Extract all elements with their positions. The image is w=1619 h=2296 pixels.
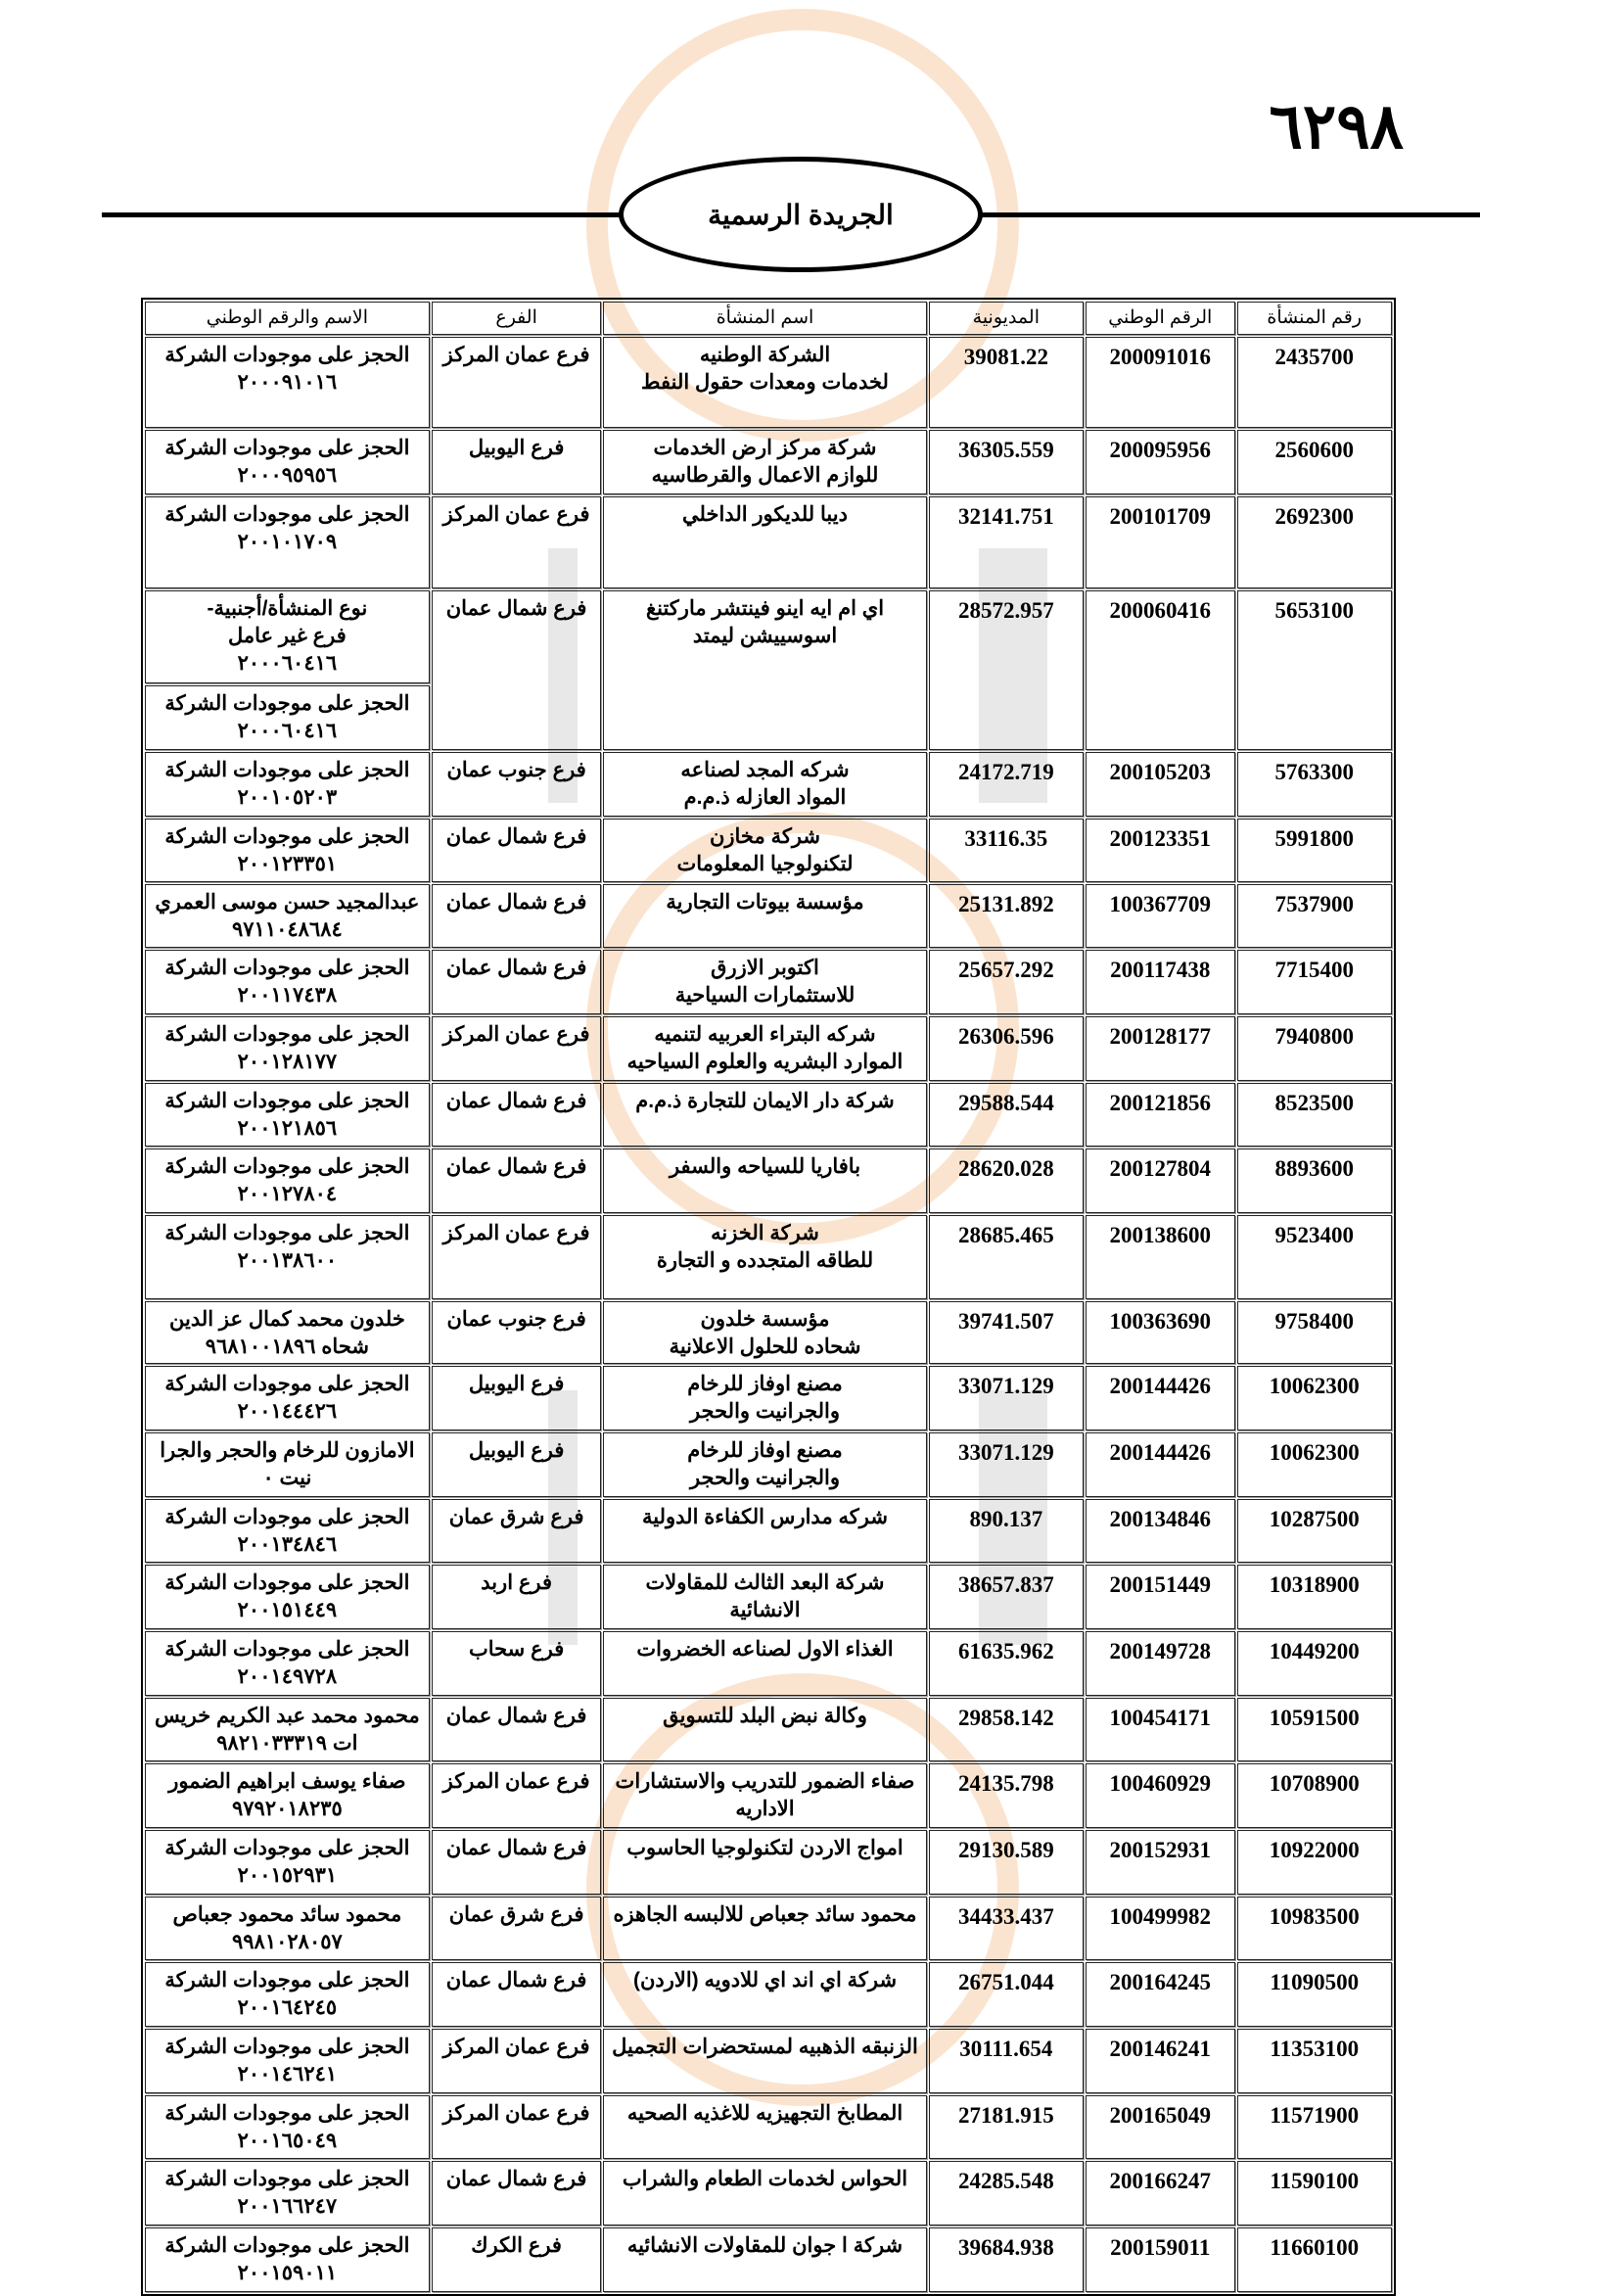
debt-cell: 28685.465 <box>929 1215 1085 1299</box>
national-number-cell: 200123351 <box>1086 819 1234 882</box>
establishment-name-cell: شركة البعد الثالث للمقاولات الانشائية <box>603 1565 926 1629</box>
national-number-cell: 100454171 <box>1086 1698 1234 1761</box>
debt-cell: 34433.437 <box>929 1897 1085 1960</box>
holder-name-number-cell: نوع المنشأة/أجنبية- فرع غير عامل ٢٠٠٠٦٠٤١٦ <box>145 590 430 683</box>
holder-name-number-cell: الحجز على موجودات الشركة ٢٠٠١٢٣٣٥١ <box>145 819 430 882</box>
branch-cell: فرع عمان المركز <box>432 1763 602 1828</box>
table-row <box>145 1830 1392 1895</box>
header-establishment-name: اسم المنشأة <box>603 302 926 335</box>
header-holder-name-number: الاسم والرقم الوطني <box>145 302 430 335</box>
branch-cell: فرع شمال عمان <box>432 590 602 750</box>
holder-name-number-cell: الحجز على موجودات الشركة ٢٠٠١٥٢٩٣١ <box>145 1830 430 1895</box>
establishment-name-cell: صفاء الضمور للتدريب والاستشارات الاداريه <box>603 1763 926 1828</box>
establishment-number-cell: 7940800 <box>1237 1016 1393 1081</box>
establishment-name-cell: شركه المجد لصناعه المواد العازله ذ.م.م <box>603 752 926 817</box>
header-establishment-number: رقم المنشأة <box>1237 302 1393 335</box>
holder-name-number-cell: الحجز على موجودات الشركة ٢٠٠١١٧٤٣٨ <box>145 950 430 1014</box>
debt-cell: 33116.35 <box>929 819 1085 882</box>
branch-cell: فرع عمان المركز <box>432 1016 602 1081</box>
table-header-row <box>145 302 1392 335</box>
establishment-number-cell: 11590100 <box>1237 2161 1393 2226</box>
debt-cell: 61635.962 <box>929 1631 1085 1696</box>
branch-cell: فرع شرق عمان <box>432 1897 602 1960</box>
establishment-number-cell: 11660100 <box>1237 2227 1393 2292</box>
national-number-cell: 200060416 <box>1086 590 1234 750</box>
debt-cell: 30111.654 <box>929 2029 1085 2093</box>
debt-cell: 33071.129 <box>929 1366 1085 1430</box>
table-row <box>145 2095 1392 2159</box>
holder-name-number-cell: الحجز على موجودات الشركة ٢٠٠٠٩٥٩٥٦ <box>145 430 430 494</box>
establishment-number-cell: 11090500 <box>1237 1962 1393 2027</box>
establishment-number-cell: 10287500 <box>1237 1499 1393 1563</box>
branch-cell: فرع اليوبيل <box>432 1432 602 1497</box>
national-number-cell: 200144426 <box>1086 1366 1234 1430</box>
establishment-name-cell: اي ام ايه اينو فينتشر ماركتنغ اسوسييشن ليمتد <box>603 590 926 750</box>
branch-cell: فرع سحاب <box>432 1631 602 1696</box>
national-number-cell: 100367709 <box>1086 884 1234 948</box>
holder-name-number-cell: خلدون محمد كمال عز الدين شحاه ٩٦٨١٠٠١٨٩٦ <box>145 1301 430 1364</box>
holder-name-number-cell: الامازون للرخام والحجر والجرا نيت ٠ <box>145 1432 430 1497</box>
branch-cell: فرع الكرك <box>432 2227 602 2292</box>
debt-cell: 33071.129 <box>929 1432 1085 1497</box>
branch-cell: فرع شمال عمان <box>432 1148 602 1213</box>
table-row <box>145 2029 1392 2093</box>
branch-cell: فرع شرق عمان <box>432 1499 602 1563</box>
national-number-cell: 200138600 <box>1086 1215 1234 1299</box>
debtors-table-container <box>141 298 1396 2296</box>
establishment-name-cell: شركة الخزنه للطاقه المتجدده و التجارة <box>603 1215 926 1299</box>
branch-cell: فرع جنوب عمان <box>432 752 602 817</box>
national-number-cell: 200144426 <box>1086 1432 1234 1497</box>
branch-cell: فرع اربد <box>432 1565 602 1629</box>
table-row <box>145 590 1392 683</box>
establishment-name-cell: المطابخ التجهيزيه للاغذيه الصحيه <box>603 2095 926 2159</box>
debt-cell: 39741.507 <box>929 1301 1085 1364</box>
holder-name-number-cell: الحجز على موجودات الشركة ٢٠٠١٢٨١٧٧ <box>145 1016 430 1081</box>
establishment-name-cell: شركة دار الايمان للتجارة ذ.م.م <box>603 1083 926 1147</box>
gazette-title: الجريدة الرسمية <box>708 199 894 230</box>
establishment-name-cell: بافاريا للسياحه والسفر <box>603 1148 926 1213</box>
branch-cell: فرع عمان المركز <box>432 1215 602 1299</box>
table-row <box>145 1215 1392 1299</box>
table-row <box>145 1083 1392 1147</box>
establishment-name-cell: شركه مدارس الكفاءة الدولية <box>603 1499 926 1563</box>
establishment-number-cell: 7715400 <box>1237 950 1393 1014</box>
establishment-number-cell: 2435700 <box>1237 337 1393 428</box>
holder-name-number-cell: الحجز على موجودات الشركة ٢٠٠١٢١٨٥٦ <box>145 1083 430 1147</box>
table-body <box>145 337 1392 2292</box>
establishment-number-cell: 10708900 <box>1237 1763 1393 1828</box>
branch-cell: فرع اليوبيل <box>432 430 602 494</box>
debt-cell: 32141.751 <box>929 496 1085 588</box>
national-number-cell: 200095956 <box>1086 430 1234 494</box>
national-number-cell: 200105203 <box>1086 752 1234 817</box>
establishment-number-cell: 9758400 <box>1237 1301 1393 1364</box>
establishment-name-cell: مصنع اوفاز للرخام والجرانيت والحجر <box>603 1366 926 1430</box>
national-number-cell: 200101709 <box>1086 496 1234 588</box>
debt-cell: 28572.957 <box>929 590 1085 750</box>
national-number-cell: 100363690 <box>1086 1301 1234 1364</box>
table-row <box>145 1565 1392 1629</box>
national-number-cell: 200121856 <box>1086 1083 1234 1147</box>
establishment-name-cell: مؤسسة بيوتات التجارية <box>603 884 926 948</box>
holder-name-number-cell: الحجز على موجودات الشركة ٢٠٠١٢٧٨٠٤ <box>145 1148 430 1213</box>
table-row <box>145 1148 1392 1213</box>
holder-name-number-cell: الحجز على موجودات الشركة ٢٠٠١٠١٧٠٩ <box>145 496 430 588</box>
holder-name-number-cell: عبدالمجيد حسن موسى العمري ٩٧١١٠٤٨٦٨٤ <box>145 884 430 948</box>
establishment-number-cell: 11571900 <box>1237 2095 1393 2159</box>
establishment-number-cell: 2560600 <box>1237 430 1393 494</box>
establishment-name-cell: شركة مركز ارض الخدمات للوازم الاعمال والقرطاسيه <box>603 430 926 494</box>
debt-cell: 29130.589 <box>929 1830 1085 1895</box>
national-number-cell: 200159011 <box>1086 2227 1234 2292</box>
establishment-name-cell: الغذاء الاول لصناعه الخضروات <box>603 1631 926 1696</box>
holder-name-number-cell: محمود سائد محمود جعباص ٩٩٨١٠٢٨٠٥٧ <box>145 1897 430 1960</box>
establishment-number-cell: 9523400 <box>1237 1215 1393 1299</box>
national-number-cell: 100460929 <box>1086 1763 1234 1828</box>
national-number-cell: 100499982 <box>1086 1897 1234 1960</box>
establishment-name-cell: شركة مخازن لتكنولوجيا المعلومات <box>603 819 926 882</box>
holder-name-number-cell: صفاء يوسف ابراهيم الضمور ٩٧٩٢٠١٨٢٣٥ <box>145 1763 430 1828</box>
table-row <box>145 496 1392 588</box>
branch-cell: فرع عمان المركز <box>432 337 602 428</box>
debt-cell: 38657.837 <box>929 1565 1085 1629</box>
establishment-name-cell: امواج الاردن لتكنولوجيا الحاسوب <box>603 1830 926 1895</box>
holder-name-number-cell: الحجز على موجودات الشركة ٢٠٠١٣٤٨٤٦ <box>145 1499 430 1563</box>
national-number-cell: 200164245 <box>1086 1962 1234 2027</box>
holder-name-number-cell: الحجز على موجودات الشركة ٢٠٠١٥١٤٤٩ <box>145 1565 430 1629</box>
branch-cell: فرع عمان المركز <box>432 2029 602 2093</box>
branch-cell: فرع شمال عمان <box>432 819 602 882</box>
establishment-number-cell: 10318900 <box>1237 1565 1393 1629</box>
debt-cell: 39684.938 <box>929 2227 1085 2292</box>
branch-cell: فرع شمال عمان <box>432 950 602 1014</box>
national-number-cell: 200152931 <box>1086 1830 1234 1895</box>
debt-cell: 25131.892 <box>929 884 1085 948</box>
branch-cell: فرع عمان المركز <box>432 2095 602 2159</box>
debt-cell: 27181.915 <box>929 2095 1085 2159</box>
holder-name-number-cell: الحجز على موجودات الشركة ٢٠٠٠٦٠٤١٦ <box>145 685 430 750</box>
table-row <box>145 1499 1392 1563</box>
establishment-number-cell: 10449200 <box>1237 1631 1393 1696</box>
branch-cell: فرع جنوب عمان <box>432 1301 602 1364</box>
establishment-name-cell: الشركة الوطنيه لخدمات ومعدات حقول النفط <box>603 337 926 428</box>
page-number: ٦٢٩٨ <box>1269 90 1404 164</box>
table-row <box>145 2161 1392 2226</box>
establishment-number-cell: 2692300 <box>1237 496 1393 588</box>
establishment-name-cell: وكالة نبض البلد للتسويق <box>603 1698 926 1761</box>
national-number-cell: 200151449 <box>1086 1565 1234 1629</box>
establishment-name-cell: مؤسسة خلدون شحاده للحلول الاعلانية <box>603 1301 926 1364</box>
holder-name-number-cell: الحجز على موجودات الشركة ٢٠٠١٦٤٢٤٥ <box>145 1962 430 2027</box>
header-branch: الفرع <box>432 302 602 335</box>
national-number-cell: 200134846 <box>1086 1499 1234 1563</box>
table-row <box>145 950 1392 1014</box>
table-row <box>145 430 1392 494</box>
establishment-number-cell: 10922000 <box>1237 1830 1393 1895</box>
establishment-number-cell: 10591500 <box>1237 1698 1393 1761</box>
table-row <box>145 819 1392 882</box>
table-row <box>145 2227 1392 2292</box>
establishment-number-cell: 5763300 <box>1237 752 1393 817</box>
holder-name-number-cell: الحجز على موجودات الشركة ٢٠٠١٦٦٢٤٧ <box>145 2161 430 2226</box>
branch-cell: فرع شمال عمان <box>432 1830 602 1895</box>
table-row <box>145 1631 1392 1696</box>
table-row <box>145 752 1392 817</box>
national-number-cell: 200128177 <box>1086 1016 1234 1081</box>
establishment-name-cell: اكتوبر الازرق للاستثمارات السياحية <box>603 950 926 1014</box>
establishment-name-cell: شركة اي اند اي للادويه (الاردن) <box>603 1962 926 2027</box>
holder-name-number-cell: الحجز على موجودات الشركة ٢٠٠١٣٨٦٠٠ <box>145 1215 430 1299</box>
gazette-title-oval <box>619 157 983 272</box>
table-row <box>145 1432 1392 1497</box>
debt-cell: 29858.142 <box>929 1698 1085 1761</box>
holder-name-number-cell: الحجز على موجودات الشركة ٢٠٠١٤٦٢٤١ <box>145 2029 430 2093</box>
table-row <box>145 1962 1392 2027</box>
debt-cell: 26306.596 <box>929 1016 1085 1081</box>
branch-cell: فرع شمال عمان <box>432 2161 602 2226</box>
holder-name-number-cell: الحجز على موجودات الشركة ٢٠٠١٠٥٢٠٣ <box>145 752 430 817</box>
table-row <box>145 884 1392 948</box>
debt-cell: 25657.292 <box>929 950 1085 1014</box>
holder-name-number-cell: محمود محمد عبد الكريم خريس ات ٩٨٢١٠٣٣٣١٩ <box>145 1698 430 1761</box>
debt-cell: 28620.028 <box>929 1148 1085 1213</box>
establishment-number-cell: 10062300 <box>1237 1432 1393 1497</box>
branch-cell: فرع شمال عمان <box>432 1083 602 1147</box>
table-row <box>145 1698 1392 1761</box>
branch-cell: فرع اليوبيل <box>432 1366 602 1430</box>
debtors-table <box>141 298 1396 2296</box>
establishment-number-cell: 10983500 <box>1237 1897 1393 1960</box>
establishment-number-cell: 5991800 <box>1237 819 1393 882</box>
holder-name-number-cell: الحجز على موجودات الشركة ٢٠٠١٦٥٠٤٩ <box>145 2095 430 2159</box>
debt-cell: 890.137 <box>929 1499 1085 1563</box>
debt-cell: 36305.559 <box>929 430 1085 494</box>
table-row <box>145 1366 1392 1430</box>
debt-cell: 39081.22 <box>929 337 1085 428</box>
table-row <box>145 337 1392 428</box>
establishment-name-cell: محمود سائد جعباص للالبسه الجاهزه <box>603 1897 926 1960</box>
debt-cell: 24172.719 <box>929 752 1085 817</box>
national-number-cell: 200165049 <box>1086 2095 1234 2159</box>
holder-name-number-cell: الحجز على موجودات الشركة ٢٠٠١٥٩٠١١ <box>145 2227 430 2292</box>
header-debt: المديونية <box>929 302 1085 335</box>
national-number-cell: 200166247 <box>1086 2161 1234 2226</box>
holder-name-number-cell: الحجز على موجودات الشركة ٢٠٠٠٩١٠١٦ <box>145 337 430 428</box>
debt-cell: 26751.044 <box>929 1962 1085 2027</box>
establishment-number-cell: 10062300 <box>1237 1366 1393 1430</box>
establishment-name-cell: شركة ا جوان للمقاولات الانشائيه <box>603 2227 926 2292</box>
establishment-number-cell: 5653100 <box>1237 590 1393 750</box>
establishment-number-cell: 8523500 <box>1237 1083 1393 1147</box>
table-row <box>145 1897 1392 1960</box>
national-number-cell: 200149728 <box>1086 1631 1234 1696</box>
debt-cell: 24135.798 <box>929 1763 1085 1828</box>
national-number-cell: 200146241 <box>1086 2029 1234 2093</box>
table-row <box>145 1763 1392 1828</box>
debt-cell: 24285.548 <box>929 2161 1085 2226</box>
establishment-number-cell: 7537900 <box>1237 884 1393 948</box>
establishment-name-cell: شركه البتراء العربيه لتنميه الموارد البشريه والعلوم السياحيه <box>603 1016 926 1081</box>
national-number-cell: 200091016 <box>1086 337 1234 428</box>
branch-cell: فرع عمان المركز <box>432 496 602 588</box>
establishment-name-cell: الحواس لخدمات الطعام والشراب <box>603 2161 926 2226</box>
establishment-number-cell: 11353100 <box>1237 2029 1393 2093</box>
national-number-cell: 200117438 <box>1086 950 1234 1014</box>
header-national-number: الرقم الوطني <box>1086 302 1234 335</box>
branch-cell: فرع شمال عمان <box>432 884 602 948</box>
debt-cell: 29588.544 <box>929 1083 1085 1147</box>
national-number-cell: 200127804 <box>1086 1148 1234 1213</box>
table-row <box>145 1301 1392 1364</box>
establishment-name-cell: ديبا للديكور الداخلي <box>603 496 926 588</box>
holder-name-number-cell: الحجز على موجودات الشركة ٢٠٠١٤٩٧٢٨ <box>145 1631 430 1696</box>
table-row <box>145 1016 1392 1081</box>
establishment-name-cell: الزنبقه الذهبيه لمستحضرات التجميل <box>603 2029 926 2093</box>
branch-cell: فرع شمال عمان <box>432 1698 602 1761</box>
establishment-name-cell: مصنع اوفاز للرخام والجرانيت والحجر <box>603 1432 926 1497</box>
establishment-number-cell: 8893600 <box>1237 1148 1393 1213</box>
holder-name-number-cell: الحجز على موجودات الشركة ٢٠٠١٤٤٤٢٦ <box>145 1366 430 1430</box>
branch-cell: فرع شمال عمان <box>432 1962 602 2027</box>
